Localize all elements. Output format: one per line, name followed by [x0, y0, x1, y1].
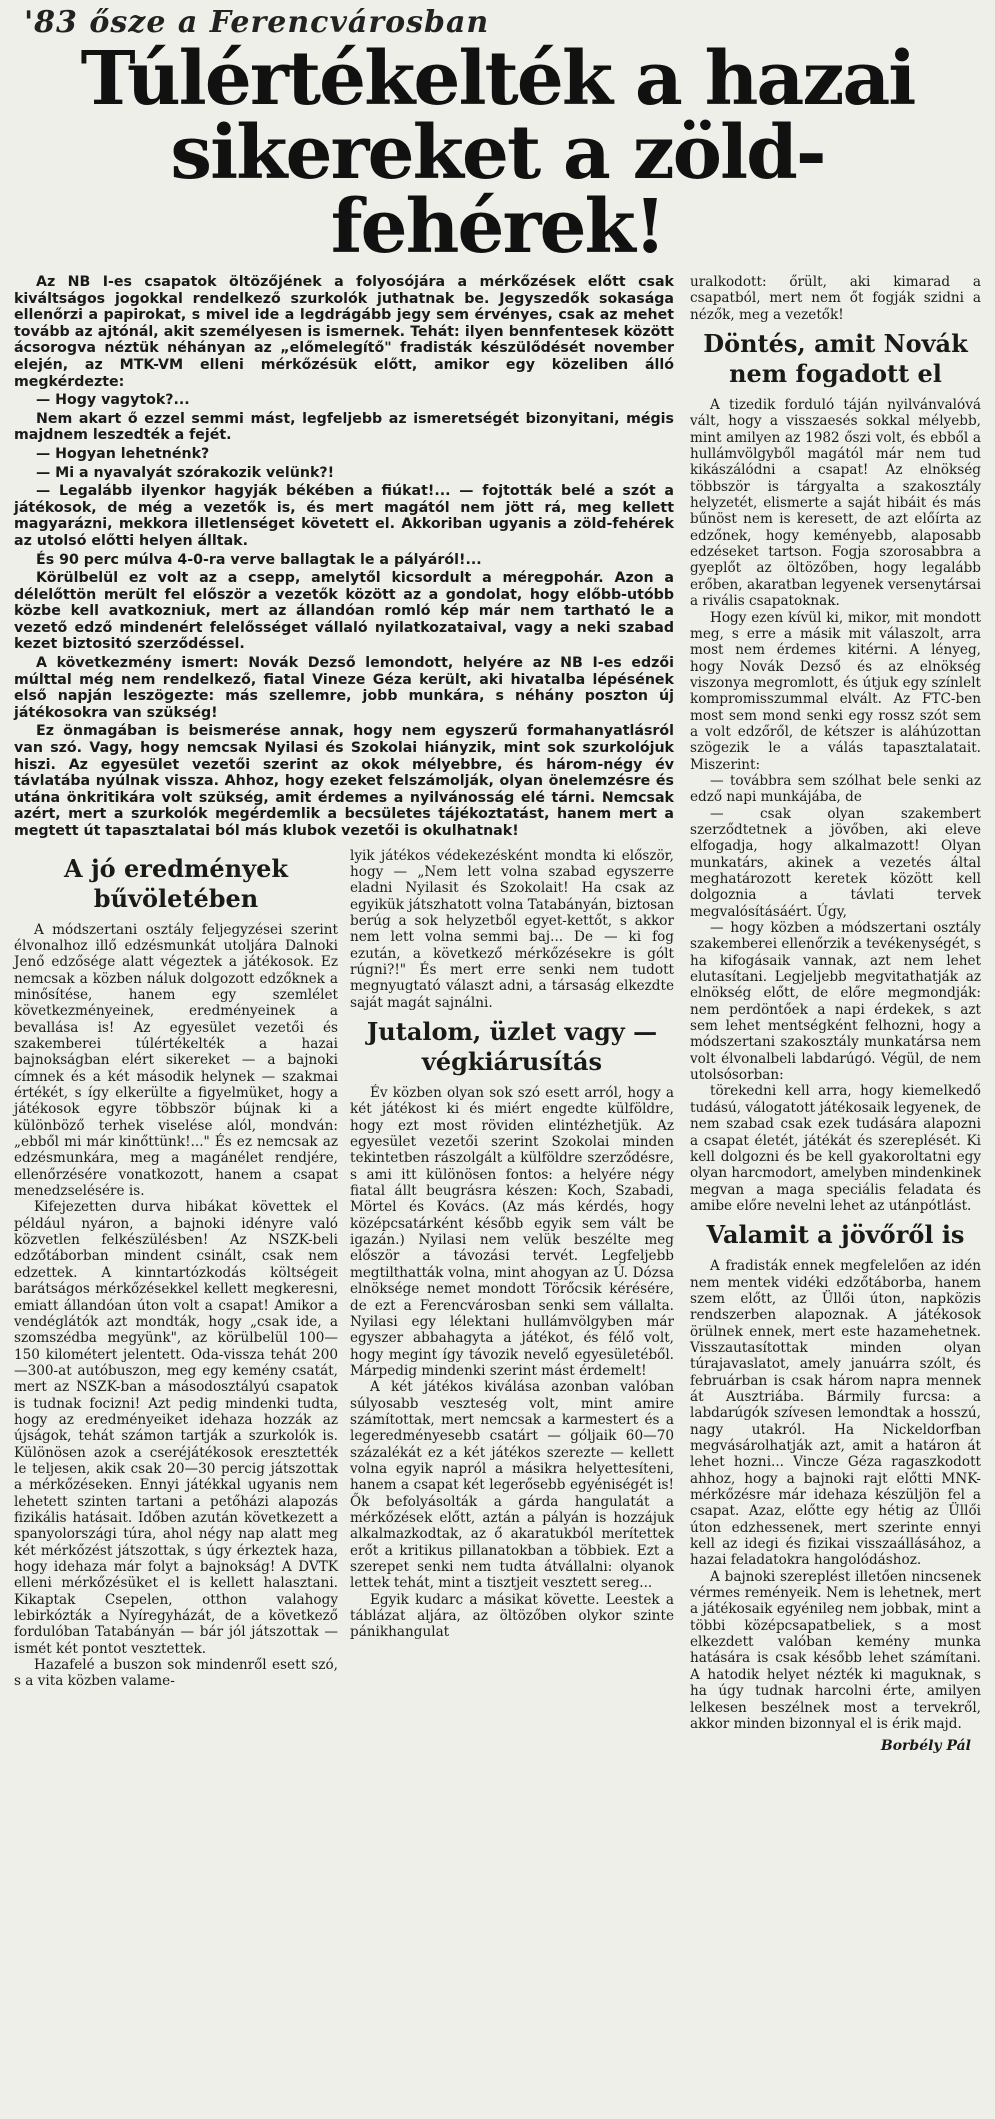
paragraph: törekedni kell arra, hogy kiemelkedő tudású, válogatott játékosaik legyenek, de nem szabad csak ezek tudására alapozni a csapat életét, játékát és szereplését. Ki kell dolgozni és be kell gyakoroltatni egy olyan harcmodort, amelyben mindenkinek megvan a maga speciális feladata és amibe előre nevelni lehet az utánpótlást. [690, 1083, 981, 1214]
column-1 [14, 848, 338, 1690]
intro-paragraph: És 90 perc múlva 4-0-ra verve ballagtak le a pályáról!... [36, 551, 482, 568]
paragraph: A fradisták ennek megfelelően az idén nem mentek vidéki edzőtáborba, hanem szem előtt, az Üllői úton, napközis rendszerben alapoznak. A játékosok örülnek ennek, mert este hazamehetnek. Visszautasítottak minden olyan túrajavaslatot, amely januárra szólt, és februárban is csak három napra mennek át Ausztriába. Bármily furcsa: a labdarúgók szívesen lemondtak a hosszú, nagy utakról. Ha Nickeldorfban megvásárolhatják azt, amit a határon át lehet hozni... Vincze Géza ragaszkodott ahhoz, hogy a bajnoki rajt előtti MNK-mérkőzésre már idehaza készüljön fel a csapat. Azaz, előtte egy hétig az Üllői úton edzhessenek, mert szerinte ennyi kell az idegi és fizikai visszaállásához, a hazai feladatokra hangolódáshoz. [690, 1258, 981, 1569]
paragraph: Hogy ezen kívül ki, mikor, mit mondott meg, s erre a másik mit válaszolt, arra most nem érdemes kitérni. A lényeg, hogy Novák Dezső és az elnökség viszonya megromlott, és útjuk egy színlelt kompromisszummal elvált. Az FTC-ben most sem mond senki egy rossz szót sem a volt edzőről, de kétszer is aláhúzottan szögezik le a válás tapasztalatait. Miszerint: [690, 609, 981, 773]
intro-paragraph: Körülbelül ez volt az a csepp, amelytől kicsordult a méregpohár. Azon a délelőttön merült fel először a vezetők között az a gondolat, hogy előbb-utóbb közbe kell avatkozniuk, mert az állandóan romló kép már nem tartható le a vezető edző mindenért felelősséget vállaló nyilatkozataival, vagy a neki szabad kezet biztositó szerződéssel. [14, 570, 674, 653]
intro-paragraph: Nem akart ő ezzel semmi mást, legfeljebb az ismeretségét bizonyitani, mégis majdnem leszedték a fejét. [14, 410, 674, 444]
column-2 [350, 848, 674, 1690]
paragraph: Év közben olyan sok szó esett arról, hogy a két játékost ki és miért engedte külföldre, hogy ezt most röviden elintézhetjük. Az egyesület vezetői szerint Szokolai minden tekintetben rászolgált a külföldre szerződésre, s ami itt különösen fontos: a helyére négy fiatal állt beugrásra készen: Koch, Szabadi, Mörtel és Kovács. (Az más kérdés, hogy középcsatárként később egyik sem vált be igazán.) Nyilasi nem velük beszélte meg először a távozási tervét. Legfeljebb megtilthatták volna, mint ahogyan az Ú. Dózsa elnöksége nemet mondott Törőcsik kérésére, de ezt a Ferencvárosban senki sem vállalta. Nyilasi egy lélektani hullámvölgyben már egyszer abbahagyta a játékot, és félő volt, hogy megint így távozik nevelő egyesületéből. Márpedig mindenki szerint mást érdemelt! [350, 1085, 674, 1379]
intro-paragraph: — Hogyan lehetnénk? [36, 445, 210, 462]
author-signature: Borbély Pál [880, 1738, 971, 1755]
paragraph: — hogy közben a módszertani osztály szakemberei ellenőrzik a tevékenységét, s ha kifogásaik vannak, azt nem lehet elutasítani. Legjeljebb megvitathatják az elnökség előtt, de előre megmondják: nem perdöntőek a napi érdekek, s azt sem lehet mentségként felhozni, hogy a módszertani szakosztály munkatársa nem volt élvonalbeli labdarúgó. Végül, de nem utolsósorban: [690, 920, 981, 1084]
headline [14, 36, 981, 270]
paragraph: A módszertani osztály feljegyzései szerint élvonalhoz illő edzésmunkát utoljára Dalnoki Jenő edzősége alatt végeztek a játékosok. Ez nemcsak a közben náluk dolgozott edzőknek a minősítése, hanem egy szemlélet következményeinek, eredményeinek a bevallása is! Az egyesület vezetői és szakemberei túlértékelték a hazai bajnokságban elért sikereket — a bajnoki címnek és a két második helynek — szakmai értékét, s így elkerülte a figyelmüket, hogy a játékosok egyre többször bújnak ki a különböző terhek viselése alól, mondván: „ebből mi már kinőttünk!..." És ez nemcsak az edzésmunkára, meg a magánélet rendjére, ellenőrzésére vonatkozott, hanem a csapat menedzselésére is. [14, 921, 338, 1200]
subheading-4: Valamit a jövőről is [706, 1220, 965, 1250]
paragraph: Kifejezetten durva hibákat követtek el például nyáron, a bajnoki idényre való közvetlen felkészülésben! Az NSZK-beli edzőtáborban mindent csinált, csak nem edzettek. A kinntartózkodás költségeit barátságos mérkőzésekkel kellett megkeresni, emiatt állandóan úton volt a csapat! Amikor a vendéglátók azt mondták, hogy „csak ide, a szomszédba megyünk", az körülbelül 100—150 kilométert jelentett. Oda-vissza tehát 200—300-at autóbuszon, meg egy kemény csatát, mert az NSZK-ban a másodosztályú csapatok is tudnak focizni! Azt pedig mindenki tudta, hogy az eredményeiket idehaza hozzák az újságok, tehát számon tartják a szurkolók is. Különösen azok a cseréjátékosok eresztették le teljesen, akik csak 20—30 percig játszottak a mérkőzéseken. Ennyi játékkal ugyanis nem lehetett szinten tartani a petőházi alapozás fizikális hatásait. Időben azután következett a spanyolországi túra, ahol négy nap alatt meg két mérkőzést játszottak, s úgy érkeztek haza, hogy idehaza már folyt a bajnokság! A DVTK elleni mérkőzésüket el is kellett halasztani. Kikaptak Csepelen, otthon valahogy lebirkózták a Nyíregyházát, de a következő fordulóban Tatabányán — bár jól játszottak — ismét két pontot vesztettek. [14, 1199, 338, 1657]
paragraph: uralkodott: őrült, aki kimarad a csapatból, mert nem őt fogják szidni a nézők, meg a vezetők! [690, 274, 981, 323]
intro-paragraph: A következmény ismert: Novák Dezső lemondott, helyére az NB I-es edzői múlttal még nem rendelkező, fiatal Vineze Géza került, aki hivatalba lépésének első napján leszögezte: más szellemre, jobb munkára, s néhány poszton új játékosokra van szükség! [14, 655, 674, 721]
paragraph: Egyik kudarc a másikat követte. Leestek a táblázat aljára, az öltözőben olykor szinte pánikhangulat [350, 1591, 674, 1641]
column-3 [690, 274, 981, 1754]
headline-line-2: sikereket a zöld-fehérek! [170, 110, 825, 270]
paragraph: A tizedik forduló táján nyilvánvalóvá vált, hogy a visszaesés sokkal mélyebb, mint amilyen az 1982 őszi volt, és ebből a hullámvölgyből magától már nem tud kikászálódni a csapat! Az elnökség többször is tárgyalta a szakosztály helyzetét, elismerte a saját hibáit és más bűnöst nem is keresett, de azt előírta az edzőnek, hogy keményebb, alaposabb edzéseket tartson. Fogja szorosabbra a gyeplőt az öltözőben, hogy legalább erőben, akaratban legyenek versenytársai a rivális csapatoknak. [690, 397, 981, 610]
intro [14, 274, 674, 840]
subheading-3: Döntés, amit Novák nem fogadott el [703, 329, 968, 389]
intro-paragraph: Az NB I-es csapatok öltözőjének a folyosójára a mérkőzések előtt csak kiváltságos jogokkal rendelkező szurkolók juthatnak be. Jegyszedők sokasága ellenőrzi a papirokat, s mivel ide a legdrágább jegy sem érvényes, csak az mehet tovább az ajtónál, akit személyesen is ismernek. Tehát: ilyen bennfentesek között ácsorogva néztük néhányan az „előmelegítő" fradisták készülődését november elején, az MTK-VM elleni mérkőzésük előtt, amikor egy közeliben álló megkérdezte: [14, 274, 674, 390]
intro-paragraph: — Legalább ilyenkor hagyják békében a fiúkat!... — fojtották belé a szót a játékosok, de még a vezetők is, és mert magától nem jött rá, meg kellett magyarázni, mekkora illetlenséget követett el. Akkoriban ugyanis a zöld-fehérek az utolsó előtti helyen álltak. [14, 483, 674, 549]
paragraph: A két játékos kiválása azonban valóban súlyosabb veszteség volt, mint amire számítottak, mert nemcsak a karmestert és a legeredményesebb csatárt — góljaik 60—70 százalékát ez a két játékos szerezte — kellett volna egyik napról a másikra helyettesíteni, hanem a csapat két legerősebb egyéniségét is! Ők befolyásolták a gárda hangulatát a mérkőzések előtt, aztán a pályán is hozzájuk alkalmazkodtak, az ő akaratukból merítettek erőt a kritikus pillanatokban a többiek. Ezt a szerepet senki nem tudta átvállalni: olyanok lettek tehát, mint a tisztjeit vesztett sereg... [350, 1379, 674, 1592]
subheading-1: A jó eredmények bűvöletében [64, 853, 288, 913]
intro-paragraph: — Mi a nyavalyát szórakozik velünk?! [36, 464, 335, 481]
paragraph: — továbbra sem szólhat bele senki az edző napi munkájába, de [690, 772, 981, 806]
paragraph: Hazafelé a buszon sok mindenről esett szó, s a vita közben valame- [14, 1657, 338, 1690]
headline-line-1: Túlértékelték a hazai [80, 36, 915, 122]
paragraph: A bajnoki szereplést illetően nincsenek vérmes reményeik. Nem is lehetnek, mert a játékosaik egyénileg nem jobbak, mint a többi középcsapatbeliek, s a most elkezdett valóban kemény munka hatására is csak később lehet számítani. A hatodik helyet nézték ki maguknak, s ha úgy tudnak harcolni érte, amilyen lelkesen beszélnek most a tervekről, akkor minden bizonnyal el is érik majd. [690, 1568, 981, 1732]
intro-paragraph: Ez önmagában is beismerése annak, hogy nem egyszerű formahanyatlásról van szó. Vagy, hogy nemcsak Nyilasi és Szokolai hiányzik, mint sok szurkolójuk hiszi. Az egyesület vezetői szerint az okok mélyebbre, és három-négy év távlatába nyúlnak vissza. Ahhoz, hogy ezeket felszámolják, olyan önelemzésre és utána önkritikára volt szükség, amit érdemes a nyilvánosság elé tárni. Nemcsak azért, mert a szurkolók megérdemlik a becsületes tájékoztatást, hanem mert a megtett út tapasztalatai ból más klubok vezetői is okulhatnak! [14, 723, 674, 839]
left-block [14, 274, 674, 1754]
lower-columns [14, 848, 674, 1690]
intro-paragraph: — Hogy vagytok?... [36, 392, 190, 409]
subheading-2: Jutalom, üzlet vagy — végkiárusítás [366, 1017, 658, 1077]
paragraph: — csak olyan szakembert szerződtetnek a jövőben, aki eleve elfogadja, hogy alkalmazott! Olyan munkatárs, akinek a vezetés által meghatározott keretek között kell dolgoznia a távlati tervek megvalósításáért. Úgy, [690, 805, 981, 920]
paragraph: lyik játékos védekezésként mondta ki először, hogy — „Nem lett volna szabad egyszerre eladni Nyilasit és Szokolait! Ha csak az egyikük játszhatott volna Tatabányán, biztosan berúg a sok helyzetből egyet-kettőt, s akkor nem lett volna semmi baj... De — ki fog ezután, a következő mérkőzésekre is gólt rúgni?!" És mert erre senki nem tudott megnyugtató választ adni, a társaság elkezdte saját magát sajnálni. [350, 847, 674, 1011]
kicker: '83 ősze a Ferencvárosban [24, 5, 490, 40]
article-body [14, 274, 981, 1754]
